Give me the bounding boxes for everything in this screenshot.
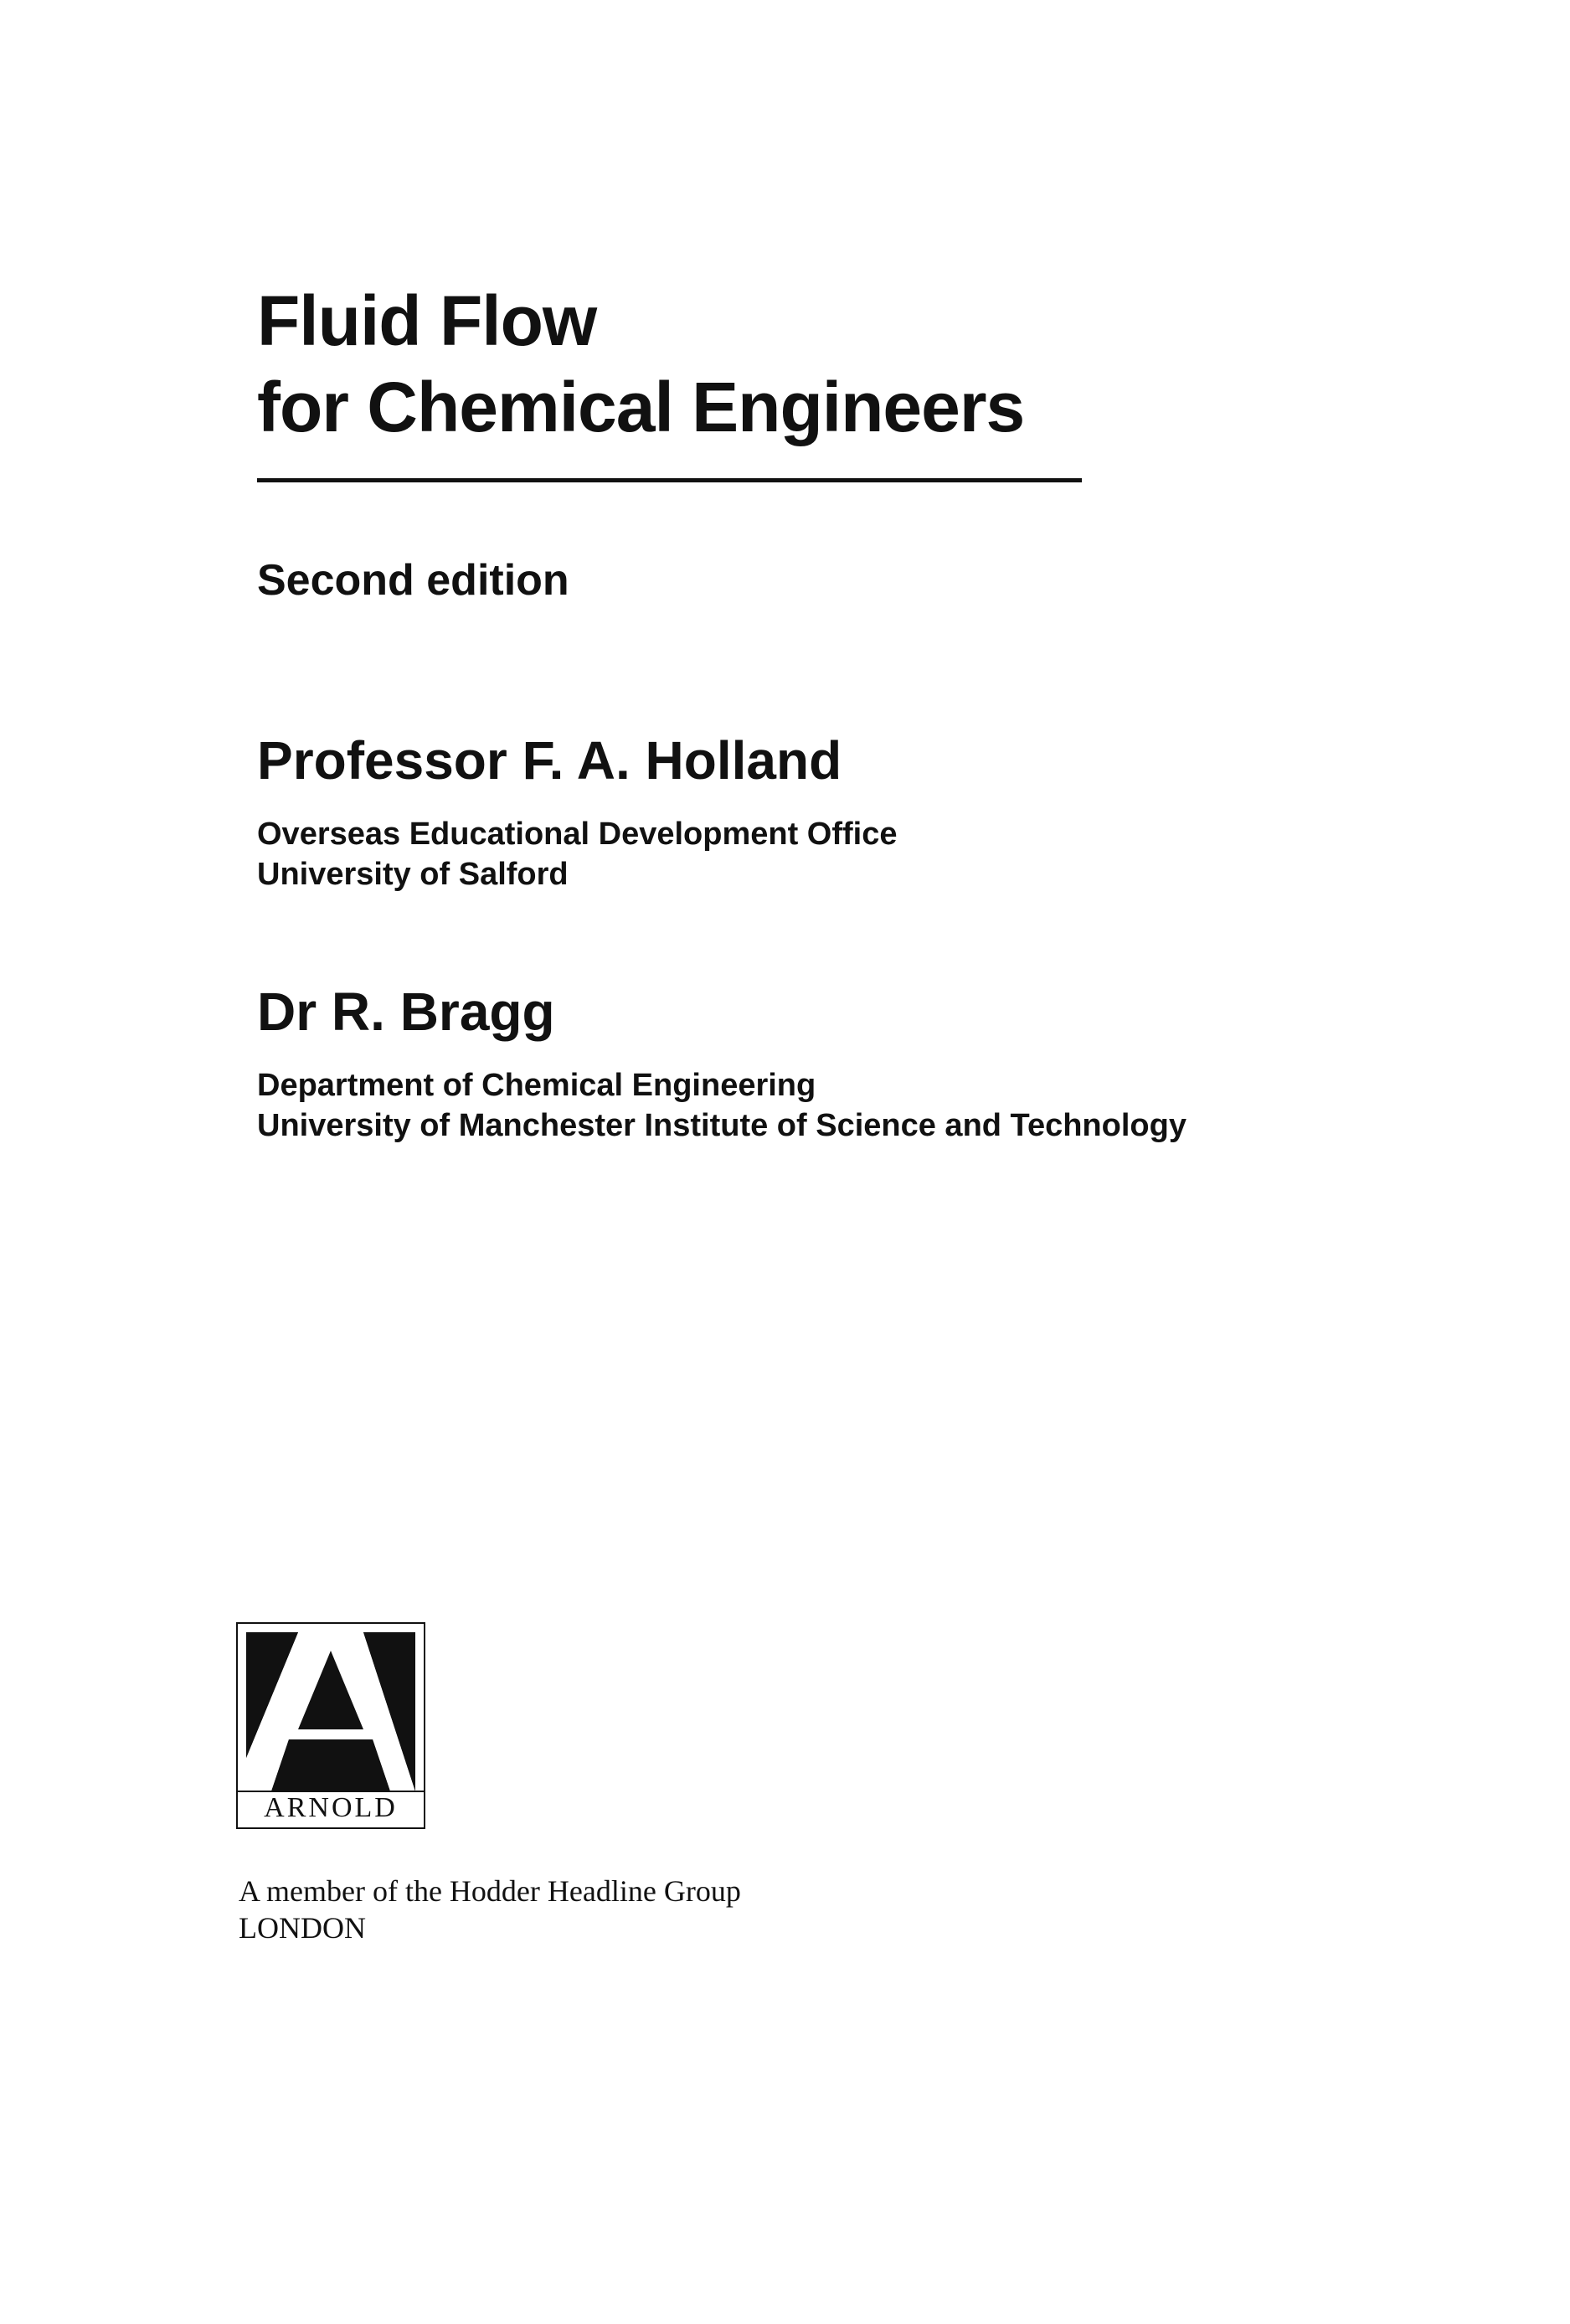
edition-label: Second edition [257,556,569,605]
affiliation-line: Department of Chemical Engineering [257,1068,816,1103]
book-title-line-2: for Chemical Engineers [257,368,1025,446]
title-underline-rule [257,478,1082,482]
publisher-member-line: A member of the Hodder Headline Group [239,1874,741,1908]
author-affiliation-2 [257,1065,1187,1146]
affiliation-line: Overseas Educational Development Office [257,817,898,852]
arnold-a-logo-icon [246,1632,415,1791]
book-title-line-1: Fluid Flow [257,281,597,360]
publisher-city: LONDON [239,1911,366,1945]
affiliation-line: University of Salford [257,857,569,892]
publisher-logo [236,1622,425,1829]
author-name-1: Professor F. A. Holland [257,730,842,791]
affiliation-line: University of Manchester Institute of Science and Technology [257,1108,1187,1143]
book-title [257,278,1082,451]
publisher-imprint [239,1873,741,1946]
author-affiliation-1 [257,814,898,894]
publisher-logo-wordmark: ARNOLD [238,1791,424,1824]
author-name-2: Dr R. Bragg [257,982,555,1042]
